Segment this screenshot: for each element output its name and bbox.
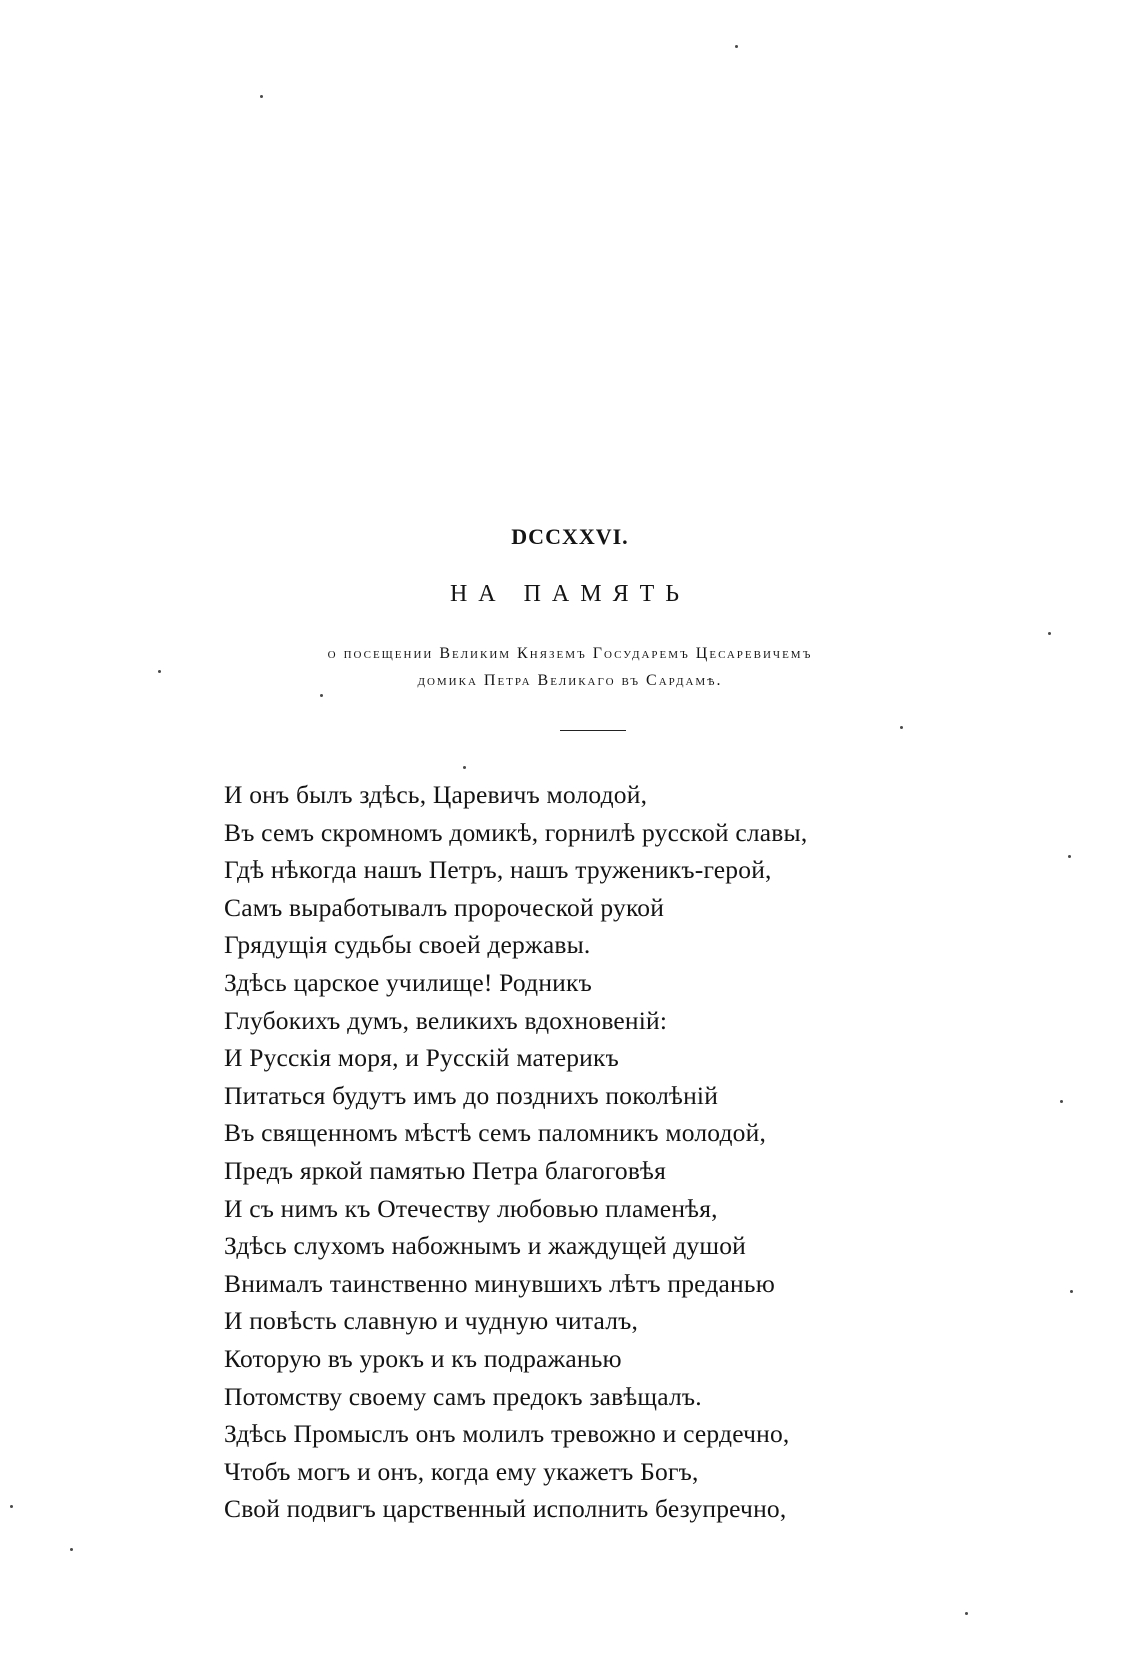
poem-line: Самъ выработывалъ пророческой рукой [224, 892, 665, 922]
poem-line: Грядущія судьбы своей державы. [224, 930, 591, 960]
subtitle-line-1: о посещении Великим Княземъ Государемъ Цесаревичемъ [327, 645, 813, 662]
poem-line: Гдѣ нѣкогда нашъ Петръ, нашъ труженикъ-герой, [224, 855, 772, 885]
poem-line: И Русскія моря, и Русскій материкъ [224, 1043, 619, 1073]
poem-line: Предъ яркой памятью Петра благоговѣя [224, 1155, 667, 1185]
poem-line: Потомству своему самъ предокъ завѣщалъ. [224, 1381, 702, 1411]
poem-line: И онъ былъ здѣсь, Царевичъ молодой, [224, 780, 648, 809]
subtitle-line-2: домика Петра Великаго въ Сардамѣ. [417, 672, 723, 689]
scan-speck [735, 45, 738, 48]
separator-rule [560, 730, 626, 731]
poem-line: Здѣсь царское училище! Родникъ [224, 967, 592, 997]
poem-line: Здѣсь слухомъ набожнымъ и жаждущей душой [224, 1231, 746, 1261]
poem-line: Въ семъ скромномъ домикѣ, горнилѣ русской славы, [224, 817, 808, 847]
poem-line: Свой подвигъ царственный исполнить безупречно, [224, 1494, 787, 1524]
scan-speck [158, 670, 161, 673]
poem-line: И повѣсть славную и чудную читалъ, [224, 1306, 639, 1336]
scan-speck [1070, 1290, 1073, 1293]
scan-speck [70, 1548, 73, 1551]
scan-speck [10, 1505, 13, 1508]
scan-speck [1060, 1100, 1063, 1103]
poem-body [224, 776, 1104, 1528]
scan-speck [463, 766, 466, 769]
scan-speck [1048, 632, 1051, 635]
scan-speck [900, 726, 903, 729]
scan-speck [965, 1612, 968, 1615]
poem-line: Чтобъ могъ и онъ, когда ему укажетъ Богъ, [224, 1456, 699, 1486]
scan-speck [1068, 855, 1071, 858]
poem-line: Питаться будутъ имъ до позднихъ поколѣній [224, 1080, 719, 1110]
poem-line: Здѣсь Промыслъ онъ молилъ тревожно и сердечно, [224, 1419, 790, 1449]
poem-line: И съ нимъ къ Отечеству любовью пламенѣя, [224, 1193, 718, 1223]
poem-line: Глубокихъ думъ, великихъ вдохновеній: [224, 1005, 668, 1035]
poem-line: Внималъ таинственно минувшихъ лѣтъ преданью [224, 1268, 775, 1298]
poem-line: Въ священномъ мѣстѣ семъ паломникъ молодой, [224, 1118, 767, 1148]
section-number: DCCXXVI. [511, 524, 629, 549]
scan-speck [260, 95, 263, 98]
poem-title: НА ПАМЯТЬ [449, 581, 691, 607]
poem-line: Которую въ урокъ и къ подражанью [224, 1343, 622, 1373]
scan-speck [320, 694, 323, 697]
